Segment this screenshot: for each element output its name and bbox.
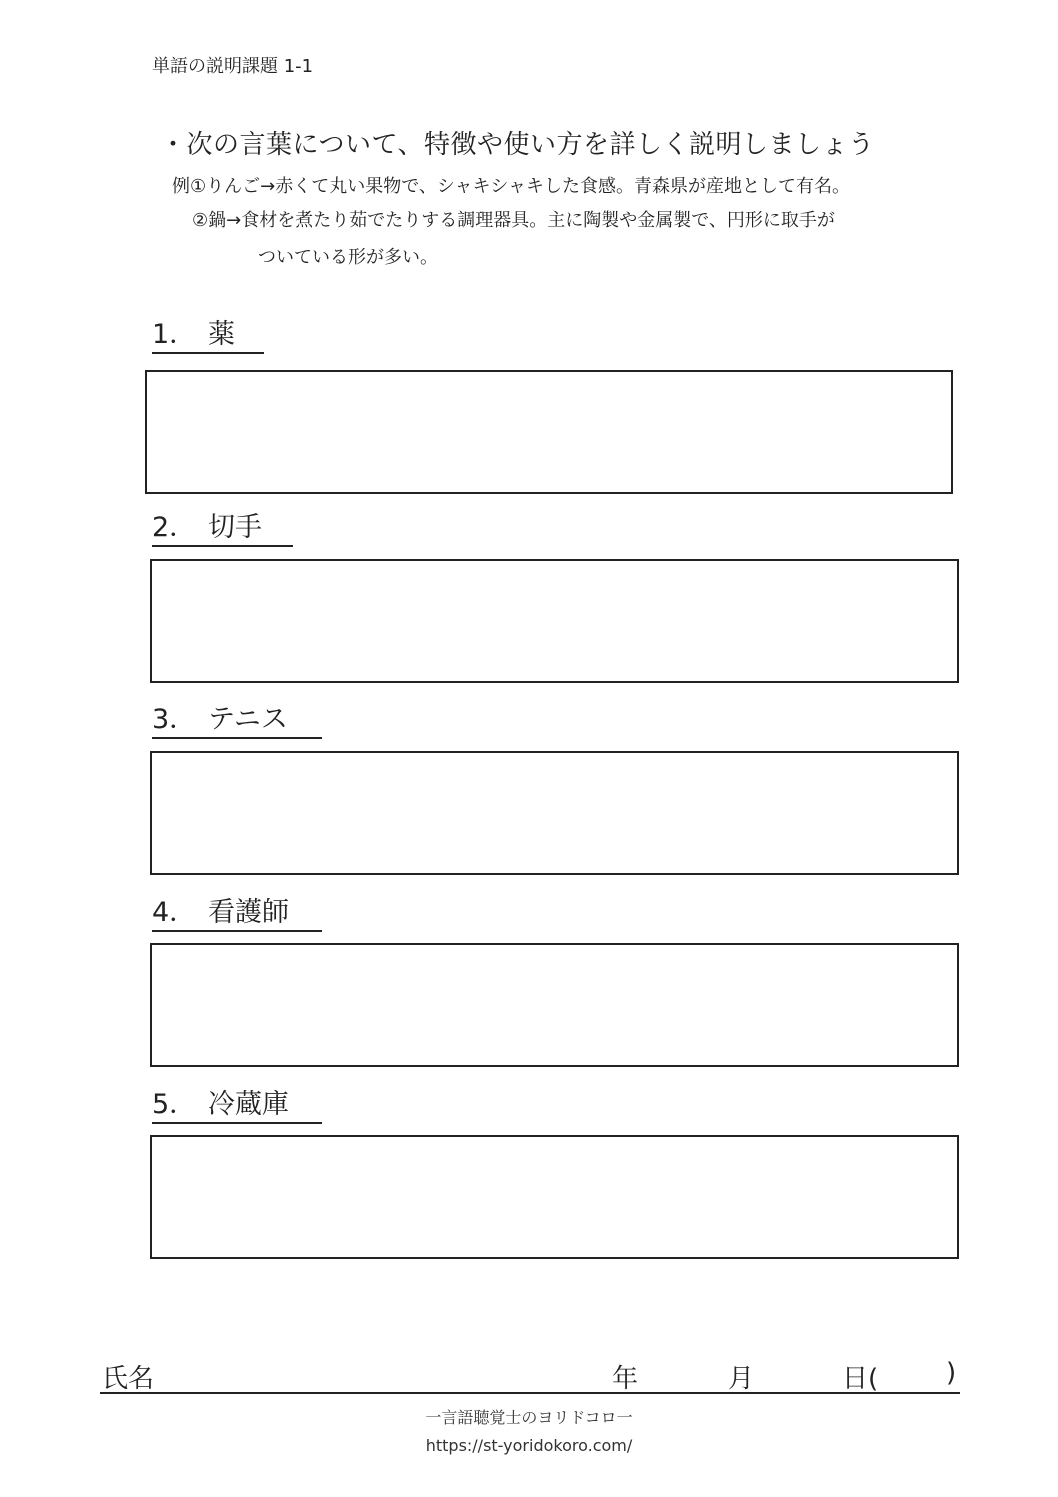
question-label-3: [152, 703, 322, 739]
question-word: 冷蔵庫: [208, 1089, 289, 1120]
credit-url[interactable]: https://st-yoridokoro.com/: [425, 1436, 633, 1455]
example-line-1: 例①りんご→赤くて丸い果物で、シャキシャキした食感。青森県が産地として有名。: [172, 176, 850, 197]
question-word: 薬: [208, 319, 235, 350]
example-line-2: ②鍋→食材を煮たり茹でたりする調理器具。主に陶製や金属製で、円形に取手が: [192, 210, 835, 231]
question-number: 2．: [152, 512, 197, 543]
answer-box-1[interactable]: [145, 370, 953, 494]
question-label-1: [152, 318, 264, 354]
answer-box-2[interactable]: [150, 559, 959, 683]
instruction-text: ・次の言葉について、特徴や使い方を詳しく説明しましょう: [160, 130, 875, 160]
page-title: 単語の説明課題 1-1: [152, 56, 314, 77]
month-label: 月: [728, 1364, 755, 1394]
name-label: 氏名: [102, 1364, 155, 1394]
question-word: 看護師: [208, 897, 289, 928]
credit-author: 一言語聴覚士のヨリドコロ一: [425, 1408, 633, 1427]
footer-underline: [100, 1392, 960, 1394]
question-label-2: [152, 511, 293, 547]
question-number: 4．: [152, 897, 197, 928]
question-label-4: [152, 896, 322, 932]
answer-box-4[interactable]: [150, 943, 959, 1067]
example-line-3: ついている形が多い。: [258, 247, 438, 268]
question-label-5: [152, 1088, 322, 1124]
answer-box-5[interactable]: [150, 1135, 959, 1259]
question-number: 3．: [152, 704, 197, 735]
answer-box-3[interactable]: [150, 751, 959, 875]
question-number: 5．: [152, 1089, 197, 1120]
question-number: 1．: [152, 319, 197, 350]
year-label: 年: [612, 1364, 639, 1394]
question-word: テニス: [208, 704, 288, 735]
day-label: 日(: [842, 1364, 879, 1394]
question-word: 切手: [208, 512, 262, 543]
day-close-paren: ): [946, 1358, 957, 1388]
